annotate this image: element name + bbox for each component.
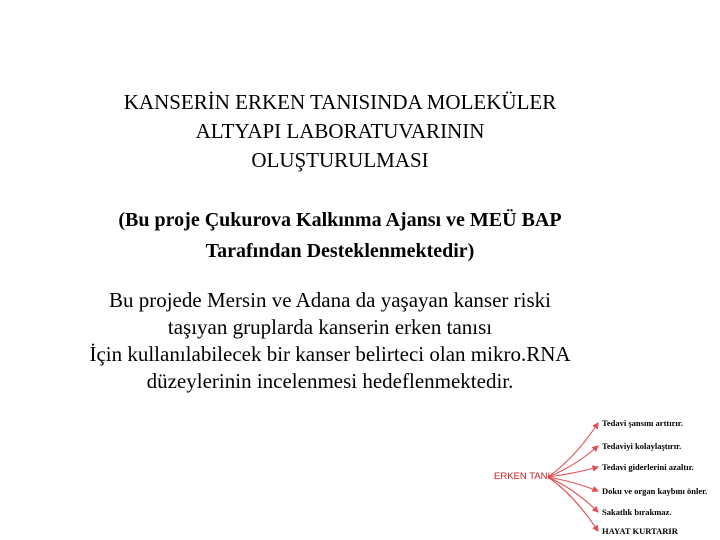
funding-line: Tarafından Desteklenmektedir) (205, 240, 475, 262)
diagram-item-label: Tedavi giderlerini azaltır. (602, 462, 694, 472)
funding-note (40, 205, 640, 267)
funding-line: (Bu proje Çukurova Kalkınma Ajansı ve MEÜ BAP (118, 209, 562, 231)
diagram-item-label: Tedaviyi kolaylaştırır. (602, 441, 682, 451)
slide-title (40, 88, 640, 175)
diagram-center-label: ERKEN TANI (494, 471, 551, 482)
diagram-arrow (548, 477, 598, 491)
title-line: ALTYAPI LABORATUVARININ (195, 119, 485, 143)
title-line: KANSERİN ERKEN TANISINDA MOLEKÜLER (123, 90, 557, 114)
diagram-arrow (548, 446, 598, 477)
diagram-item-label: HAYAT KURTARIR (602, 526, 678, 536)
project-description (30, 287, 630, 395)
description-line: Bu projede Mersin ve Adana da yaşayan kanser riski (108, 288, 552, 312)
description-line: İçin kullanılabilecek bir kanser belirteci olan mikro.RNA (89, 342, 571, 366)
description-line: taşıyan gruplarda kanserin erken tanısı (167, 315, 493, 339)
diagram-arrow (548, 477, 598, 531)
diagram-item-label: Tedavi şansını arttırır. (602, 418, 683, 428)
early-diagnosis-diagram (490, 405, 720, 540)
diagram-item-label: Doku ve organ kaybını önler. (602, 486, 708, 496)
description-line: düzeylerinin incelenmesi hedeflenmektedir. (146, 369, 514, 393)
title-line: OLUŞTURULMASI (251, 148, 429, 172)
diagram-item-label: Sakatlık bırakmaz. (602, 507, 672, 517)
